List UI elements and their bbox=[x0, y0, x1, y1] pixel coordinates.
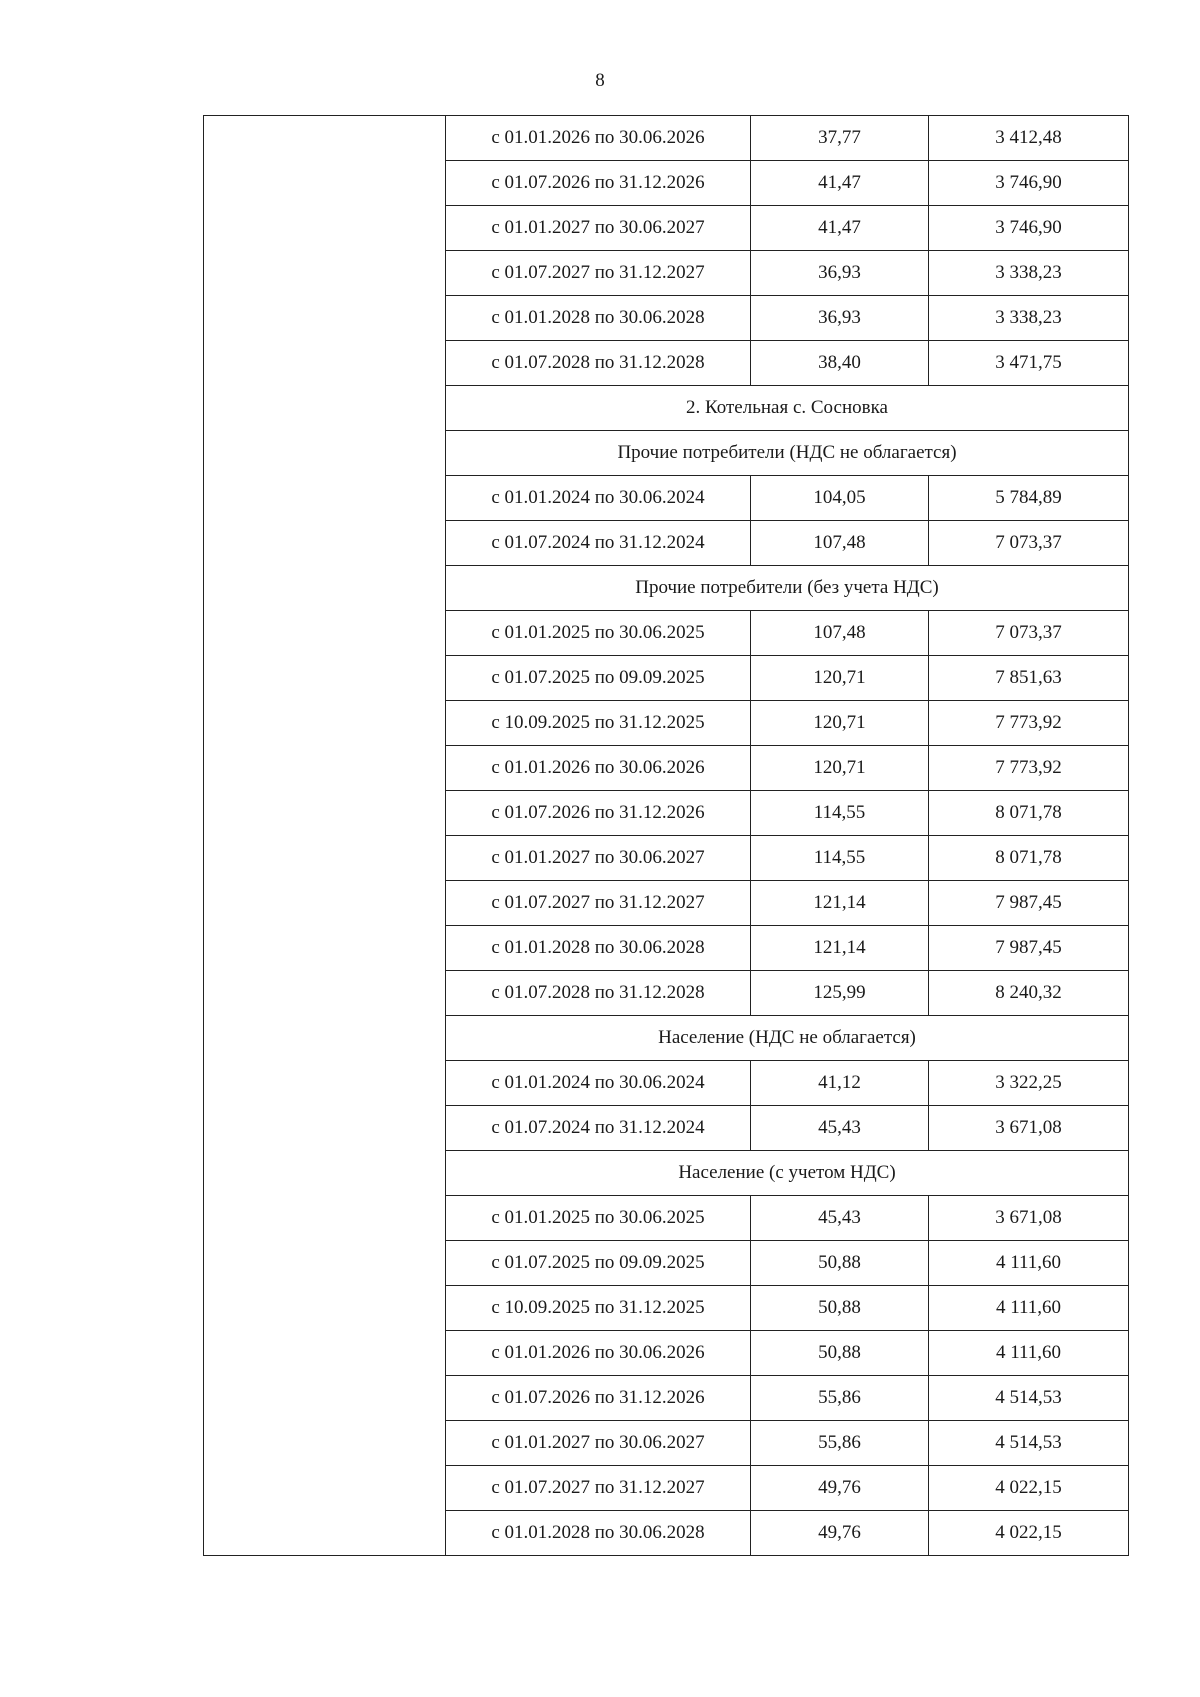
period-cell: с 01.07.2024 по 31.12.2024 bbox=[446, 1106, 751, 1151]
tariff-value-cell: 50,88 bbox=[751, 1331, 929, 1376]
tariff-value-cell: 107,48 bbox=[751, 611, 929, 656]
period-cell: с 01.07.2028 по 31.12.2028 bbox=[446, 971, 751, 1016]
period-cell: с 01.07.2027 по 31.12.2027 bbox=[446, 881, 751, 926]
period-cell: с 01.01.2025 по 30.06.2025 bbox=[446, 611, 751, 656]
period-cell: с 01.01.2024 по 30.06.2024 bbox=[446, 476, 751, 521]
tariff-amount-cell: 3 471,75 bbox=[929, 341, 1129, 386]
period-cell: с 01.01.2024 по 30.06.2024 bbox=[446, 1061, 751, 1106]
tariff-value-cell: 120,71 bbox=[751, 746, 929, 791]
period-cell: с 01.07.2027 по 31.12.2027 bbox=[446, 251, 751, 296]
period-cell: с 01.07.2025 по 09.09.2025 bbox=[446, 1241, 751, 1286]
tariff-value-cell: 121,14 bbox=[751, 881, 929, 926]
tariff-amount-cell: 3 338,23 bbox=[929, 251, 1129, 296]
tariff-amount-cell: 3 671,08 bbox=[929, 1106, 1129, 1151]
merged-empty-cell bbox=[204, 116, 446, 1556]
tariff-value-cell: 41,12 bbox=[751, 1061, 929, 1106]
tariff-amount-cell: 3 746,90 bbox=[929, 161, 1129, 206]
period-cell: с 01.01.2026 по 30.06.2026 bbox=[446, 1331, 751, 1376]
tariff-amount-cell: 3 746,90 bbox=[929, 206, 1129, 251]
tariff-value-cell: 41,47 bbox=[751, 206, 929, 251]
period-cell: с 01.01.2027 по 30.06.2027 bbox=[446, 1421, 751, 1466]
tariff-amount-cell: 7 073,37 bbox=[929, 521, 1129, 566]
table-row bbox=[204, 116, 1129, 161]
tariff-amount-cell: 8 071,78 bbox=[929, 791, 1129, 836]
period-cell: с 01.07.2026 по 31.12.2026 bbox=[446, 161, 751, 206]
tariff-value-cell: 36,93 bbox=[751, 251, 929, 296]
period-cell: с 01.07.2024 по 31.12.2024 bbox=[446, 521, 751, 566]
tariff-amount-cell: 3 412,48 bbox=[929, 116, 1129, 161]
tariff-value-cell: 45,43 bbox=[751, 1196, 929, 1241]
period-cell: с 01.07.2027 по 31.12.2027 bbox=[446, 1466, 751, 1511]
period-cell: с 01.07.2026 по 31.12.2026 bbox=[446, 1376, 751, 1421]
period-cell: с 10.09.2025 по 31.12.2025 bbox=[446, 701, 751, 746]
tariff-amount-cell: 4 514,53 bbox=[929, 1421, 1129, 1466]
tariff-value-cell: 45,43 bbox=[751, 1106, 929, 1151]
tariff-value-cell: 36,93 bbox=[751, 296, 929, 341]
tariff-amount-cell: 8 071,78 bbox=[929, 836, 1129, 881]
tariff-amount-cell: 7 851,63 bbox=[929, 656, 1129, 701]
period-cell: с 01.01.2026 по 30.06.2026 bbox=[446, 746, 751, 791]
section-title: 2. Котельная с. Сосновка bbox=[446, 386, 1129, 431]
section-title: Прочие потребители (НДС не облагается) bbox=[446, 431, 1129, 476]
tariff-value-cell: 38,40 bbox=[751, 341, 929, 386]
tariff-value-cell: 120,71 bbox=[751, 656, 929, 701]
period-cell: с 01.01.2027 по 30.06.2027 bbox=[446, 836, 751, 881]
tariff-value-cell: 114,55 bbox=[751, 836, 929, 881]
section-title: Население (НДС не облагается) bbox=[446, 1016, 1129, 1061]
tariff-amount-cell: 4 111,60 bbox=[929, 1286, 1129, 1331]
tariff-amount-cell: 4 022,15 bbox=[929, 1511, 1129, 1556]
period-cell: с 10.09.2025 по 31.12.2025 bbox=[446, 1286, 751, 1331]
tariff-value-cell: 125,99 bbox=[751, 971, 929, 1016]
tariff-value-cell: 55,86 bbox=[751, 1376, 929, 1421]
page-number: 8 bbox=[595, 70, 605, 91]
tariff-table-body bbox=[204, 116, 1129, 1556]
tariff-value-cell: 49,76 bbox=[751, 1466, 929, 1511]
tariff-amount-cell: 8 240,32 bbox=[929, 971, 1129, 1016]
period-cell: с 01.01.2025 по 30.06.2025 bbox=[446, 1196, 751, 1241]
period-cell: с 01.07.2026 по 31.12.2026 bbox=[446, 791, 751, 836]
tariff-amount-cell: 3 671,08 bbox=[929, 1196, 1129, 1241]
tariff-value-cell: 55,86 bbox=[751, 1421, 929, 1466]
period-cell: с 01.01.2027 по 30.06.2027 bbox=[446, 206, 751, 251]
tariff-amount-cell: 7 073,37 bbox=[929, 611, 1129, 656]
tariff-value-cell: 49,76 bbox=[751, 1511, 929, 1556]
section-title: Население (с учетом НДС) bbox=[446, 1151, 1129, 1196]
tariff-value-cell: 121,14 bbox=[751, 926, 929, 971]
tariff-amount-cell: 7 987,45 bbox=[929, 881, 1129, 926]
tariff-value-cell: 50,88 bbox=[751, 1286, 929, 1331]
tariff-amount-cell: 4 111,60 bbox=[929, 1241, 1129, 1286]
period-cell: с 01.01.2026 по 30.06.2026 bbox=[446, 116, 751, 161]
tariff-amount-cell: 7 773,92 bbox=[929, 701, 1129, 746]
tariff-value-cell: 104,05 bbox=[751, 476, 929, 521]
tariff-amount-cell: 3 322,25 bbox=[929, 1061, 1129, 1106]
tariff-amount-cell: 4 022,15 bbox=[929, 1466, 1129, 1511]
tariff-value-cell: 50,88 bbox=[751, 1241, 929, 1286]
period-cell: с 01.01.2028 по 30.06.2028 bbox=[446, 296, 751, 341]
tariff-amount-cell: 4 514,53 bbox=[929, 1376, 1129, 1421]
tariff-amount-cell: 7 773,92 bbox=[929, 746, 1129, 791]
period-cell: с 01.07.2025 по 09.09.2025 bbox=[446, 656, 751, 701]
tariff-value-cell: 120,71 bbox=[751, 701, 929, 746]
tariff-amount-cell: 5 784,89 bbox=[929, 476, 1129, 521]
tariff-value-cell: 114,55 bbox=[751, 791, 929, 836]
tariff-value-cell: 41,47 bbox=[751, 161, 929, 206]
period-cell: с 01.01.2028 по 30.06.2028 bbox=[446, 926, 751, 971]
tariff-amount-cell: 3 338,23 bbox=[929, 296, 1129, 341]
tariff-table bbox=[203, 115, 1129, 1556]
tariff-amount-cell: 7 987,45 bbox=[929, 926, 1129, 971]
tariff-amount-cell: 4 111,60 bbox=[929, 1331, 1129, 1376]
section-title: Прочие потребители (без учета НДС) bbox=[446, 566, 1129, 611]
period-cell: с 01.01.2028 по 30.06.2028 bbox=[446, 1511, 751, 1556]
period-cell: с 01.07.2028 по 31.12.2028 bbox=[446, 341, 751, 386]
tariff-value-cell: 37,77 bbox=[751, 116, 929, 161]
tariff-value-cell: 107,48 bbox=[751, 521, 929, 566]
